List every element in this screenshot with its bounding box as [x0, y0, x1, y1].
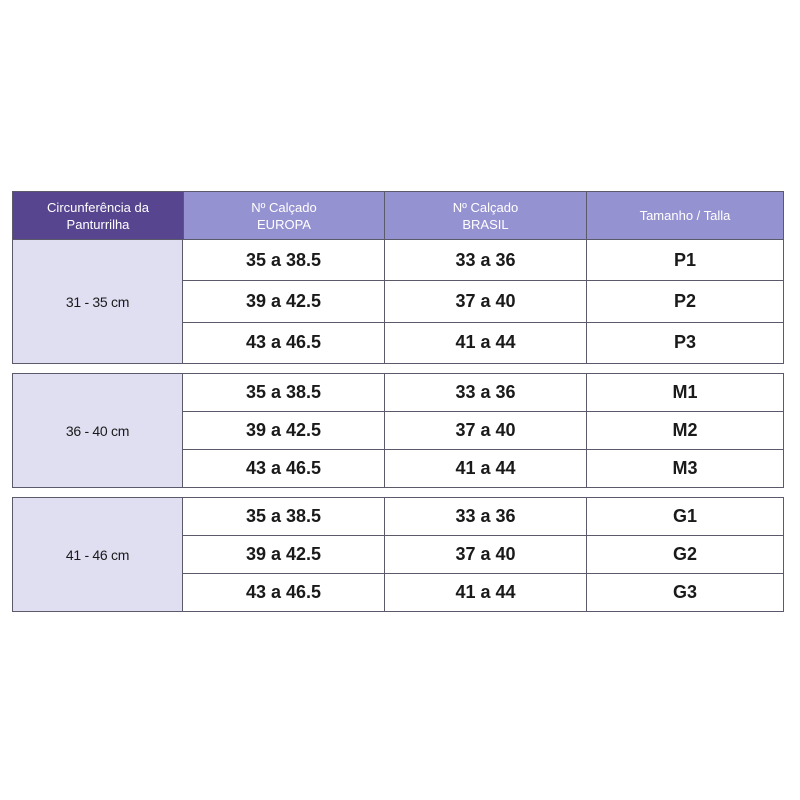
table-row	[183, 374, 783, 411]
header-brazil	[384, 192, 586, 239]
size-code-cell: P1	[586, 240, 783, 280]
size-code-cell: P2	[586, 281, 783, 321]
header-size-label: Tamanho / Talla	[639, 208, 731, 223]
circumference-cell: 31 - 35 cm	[13, 240, 183, 363]
circumference-cell: 36 - 40 cm	[13, 374, 183, 487]
table-row	[183, 535, 783, 573]
brazil-size-cell: 33 a 36	[384, 374, 586, 411]
table-row	[183, 498, 783, 535]
table-row	[183, 280, 783, 321]
brazil-size-cell: 37 a 40	[384, 281, 586, 321]
size-code-cell: G1	[586, 498, 783, 535]
table-row	[183, 573, 783, 611]
header-circumference	[13, 192, 183, 239]
brazil-size-cell: 41 a 44	[384, 450, 586, 487]
table-row	[183, 449, 783, 487]
brazil-size-cell: 33 a 36	[384, 240, 586, 280]
size-code-cell: G2	[586, 536, 783, 573]
table-row	[183, 240, 783, 280]
size-code-cell: G3	[586, 574, 783, 611]
europe-size-cell: 39 a 42.5	[245, 544, 322, 564]
europe-size-cell: 35 a 38.5	[245, 506, 322, 526]
size-code-cell: M1	[586, 374, 783, 411]
circumference-cell: 41 - 46 cm	[13, 498, 183, 611]
header-europe-line2: EUROPA	[257, 216, 311, 232]
europe-size-cell: 35 a 38.5	[245, 249, 322, 270]
brazil-size-cell: 37 a 40	[384, 536, 586, 573]
brazil-size-cell: 37 a 40	[384, 412, 586, 449]
europe-size-cell: 39 a 42.5	[245, 290, 322, 311]
europe-size-cell: 43 a 46.5	[245, 582, 322, 602]
size-code-cell: M2	[586, 412, 783, 449]
size-code-cell: M3	[586, 450, 783, 487]
header-circumference-line2: Panturrilha	[66, 216, 130, 232]
brazil-size-cell: 41 a 44	[384, 574, 586, 611]
europe-size-cell: 43 a 46.5	[245, 332, 322, 353]
header-brazil-line1: Nº Calçado	[452, 199, 519, 215]
header-europe	[183, 192, 384, 239]
size-group-large	[12, 497, 784, 612]
header-size	[586, 192, 783, 239]
size-group-medium	[12, 373, 784, 488]
europe-size-cell: 43 a 46.5	[245, 458, 322, 478]
table-row	[183, 322, 783, 363]
table-row	[183, 411, 783, 449]
europe-size-cell: 39 a 42.5	[245, 420, 322, 440]
header-brazil-line2: BRASIL	[462, 216, 509, 232]
europe-size-cell: 35 a 38.5	[245, 382, 322, 402]
table-header	[12, 191, 784, 240]
size-chart-table	[12, 191, 784, 612]
header-circumference-line1: Circunferência da	[47, 199, 149, 215]
size-code-cell: P3	[586, 323, 783, 363]
size-group-small	[12, 240, 784, 364]
header-europe-line1: Nº Calçado	[251, 199, 317, 215]
brazil-size-cell: 33 a 36	[384, 498, 586, 535]
brazil-size-cell: 41 a 44	[384, 323, 586, 363]
